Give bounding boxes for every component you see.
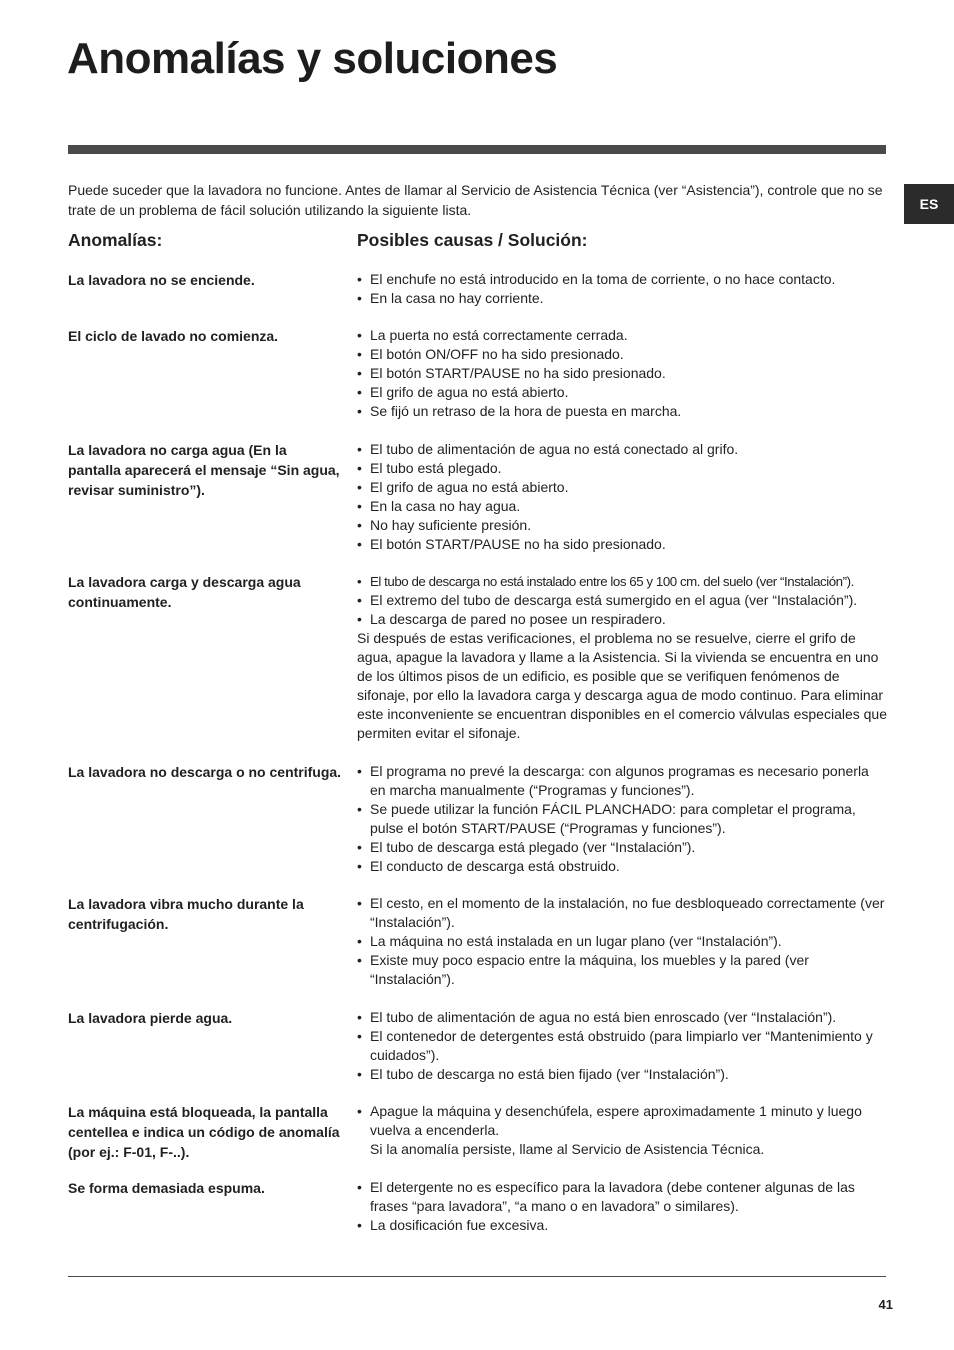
anomaly-label: La lavadora pierde agua. xyxy=(68,1010,233,1026)
anomaly-label: La lavadora no carga agua (En la pantalla aparecerá el mensaje “Sin agua, revisar suministro”). xyxy=(68,442,340,498)
causes-list xyxy=(357,326,888,421)
cause-item: • El botón START/PAUSE no ha sido presionado. xyxy=(357,364,888,383)
cause-item: • No hay suficiente presión. xyxy=(357,516,888,535)
anomaly-label: La máquina está bloqueada, la pantalla centellea e indica un código de anomalía (por ej.: F-01, F-..). xyxy=(68,1104,340,1160)
anomaly-label: El ciclo de lavado no comienza. xyxy=(68,328,279,344)
causes-list xyxy=(357,894,888,989)
cause-item: • La descarga de pared no posee un respiradero. xyxy=(357,610,888,629)
cause-item: • El tubo está plegado. xyxy=(357,459,888,478)
cause-item: • Apague la máquina y desenchúfela, espere aproximadamente 1 minuto y luego vuelva a encenderla. xyxy=(357,1102,888,1140)
cause-item: • El tubo de descarga no está instalado entre los 65 y 100 cm. del suelo (ver “Instalación”). xyxy=(357,572,888,591)
causes-list xyxy=(357,1102,888,1159)
cause-item: • El extremo del tubo de descarga está sumergido en el agua (ver “Instalación”). xyxy=(357,591,888,610)
cause-item: • El grifo de agua no está abierto. xyxy=(357,478,888,497)
footer-divider xyxy=(68,1276,886,1277)
page-title: Anomalías y soluciones xyxy=(67,34,558,83)
additional-note: Si después de estas verificaciones, el problema no se resuelve, cierre el grifo de agua, apague la lavadora y llame a la Asistencia. Si la vivienda se encuentra en uno de los últimos pisos de un edificio, es posible que se verifiquen fenómenos de sifonaje, por ello la lavadora carga y descarga agua de modo continuo. Para eliminar este inconveniente se encuentran disponibles en el comercio válvulas especiales que permiten evitar el sifonaje. xyxy=(357,630,887,741)
cause-item: • El tubo de descarga está plegado (ver “Instalación”). xyxy=(357,838,888,857)
cause-item: • El cesto, en el momento de la instalación, no fue desbloqueado correctamente (ver “Instalación”). xyxy=(357,894,888,932)
causes-list xyxy=(357,1178,888,1235)
cause-item: • La máquina no está instalada en un lugar plano (ver “Instalación”). xyxy=(357,932,888,951)
intro-paragraph: Puede suceder que la lavadora no funcione. Antes de llamar al Servicio de Asistencia Técnica (ver “Asistencia”), controle que no se trate de un problema de fácil solución utilizando la siguiente lista. xyxy=(68,182,883,218)
title-divider xyxy=(68,145,886,154)
cause-item: • El enchufe no está introducido en la toma de corriente, o no hace contacto. xyxy=(357,270,888,289)
cause-item: • En la casa no hay agua. xyxy=(357,497,888,516)
anomaly-label: La lavadora no se enciende. xyxy=(68,272,255,288)
additional-note: Si la anomalía persiste, llame al Servicio de Asistencia Técnica. xyxy=(370,1141,765,1157)
causes-list xyxy=(357,440,888,554)
cause-item: • Se puede utilizar la función FÁCIL PLANCHADO: para completar el programa, pulse el botón START/PAUSE (“Programas y funciones”). xyxy=(357,800,888,838)
anomaly-label: Se forma demasiada espuma. xyxy=(68,1180,265,1196)
cause-item: • Existe muy poco espacio entre la máquina, los muebles y la pared (ver “Instalación”). xyxy=(357,951,888,989)
cause-item: • Se fijó un retraso de la hora de puesta en marcha. xyxy=(357,402,888,421)
cause-item: • El detergente no es específico para la lavadora (debe contener algunas de las frases “para lavadora”, “a mano o en lavadora” o similares). xyxy=(357,1178,888,1216)
cause-item: • La dosificación fue excesiva. xyxy=(357,1216,888,1235)
cause-item: • El tubo de alimentación de agua no está conectado al grifo. xyxy=(357,440,888,459)
language-tab: ES xyxy=(904,184,954,224)
causes-list xyxy=(357,270,888,308)
cause-item: • El tubo de alimentación de agua no está bien enroscado (ver “Instalación”). xyxy=(357,1008,888,1027)
anomaly-label: La lavadora carga y descarga agua continuamente. xyxy=(68,574,301,610)
cause-item: • En la casa no hay corriente. xyxy=(357,289,888,308)
anomaly-label: La lavadora no descarga o no centrifuga. xyxy=(68,764,342,780)
cause-item: • El conducto de descarga está obstruido. xyxy=(357,857,888,876)
cause-item: • El programa no prevé la descarga: con algunos programas es necesario ponerla en marcha manualmente (“Programas y funciones”). xyxy=(357,762,888,800)
cause-item: • El botón START/PAUSE no ha sido presionado. xyxy=(357,535,888,554)
cause-item: • El botón ON/OFF no ha sido presionado. xyxy=(357,345,888,364)
cause-item: • El grifo de agua no está abierto. xyxy=(357,383,888,402)
page-number: 41 xyxy=(878,1297,893,1312)
cause-item: • La puerta no está correctamente cerrada. xyxy=(357,326,888,345)
causes-list xyxy=(357,572,888,743)
cause-item: • El tubo de descarga no está bien fijado (ver “Instalación”). xyxy=(357,1065,888,1084)
column-header-causes: Posibles causas / Solución: xyxy=(357,230,588,250)
causes-list xyxy=(357,762,888,876)
cause-item: • El contenedor de detergentes está obstruido (para limpiarlo ver “Mantenimiento y cuidados”). xyxy=(357,1027,888,1065)
anomaly-label: La lavadora vibra mucho durante la centrifugación. xyxy=(68,896,304,932)
column-header-anomalies: Anomalías: xyxy=(68,230,163,250)
causes-list xyxy=(357,1008,888,1084)
